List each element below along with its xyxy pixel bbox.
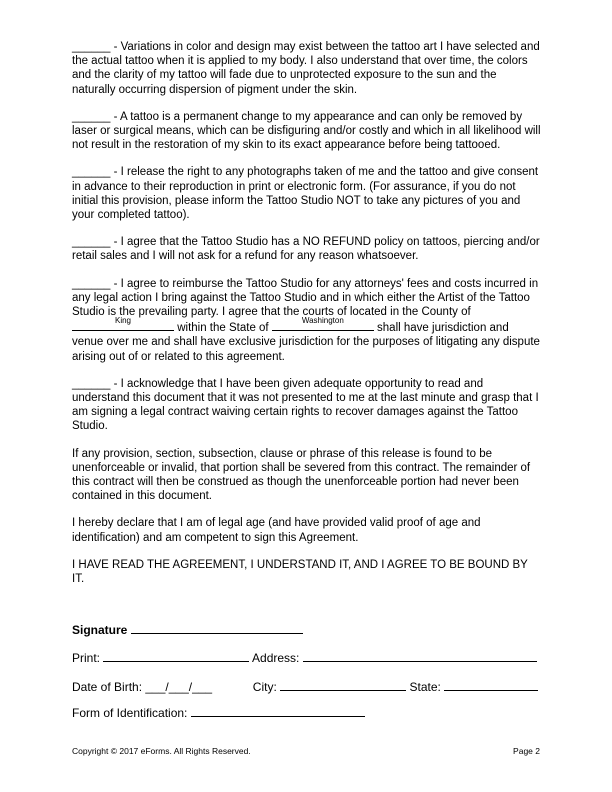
clause-color-variation: ______ - Variations in color and design may exist between the tattoo art I have selected and the actual tattoo when it is applied to my body. I also understand that over time, the colors and the clarity of my tattoo will fade due to unprotected exposure to the sun and the naturally occurring dispersion of pigment under the skin.	[72, 41, 540, 96]
clause-no-refund: ______ - I agree that the Tattoo Studio has a NO REFUND policy on tattoos, piercing and/or retail sales and I will not ask for a refund for any reason whatsoever.	[72, 236, 540, 263]
state-field[interactable]	[444, 678, 538, 691]
dob-city-state-row	[72, 678, 538, 694]
address-field[interactable]	[303, 649, 537, 662]
state-of-field[interactable]	[272, 316, 374, 331]
page-number: Page 2	[513, 746, 540, 756]
dob-label: Date of Birth:	[72, 680, 143, 694]
copyright-footer: Copyright © 2017 eForms. All Rights Reserved.	[72, 746, 251, 756]
print-field[interactable]	[103, 649, 249, 662]
dob-field[interactable]: ___/___/___	[145, 680, 213, 694]
print-label: Print:	[72, 651, 101, 665]
clause-acknowledgement: ______ - I acknowledge that I have been given adequate opportunity to read and understand this document that it was not presented to me at the last minute and grasp that I am signing a legal contract waiving certain rights to recover damages against the Tattoo Studio.	[72, 377, 539, 433]
state-label: State:	[409, 680, 441, 694]
clause-photograph-release: ______ - I release the right to any photographs taken of me and the tattoo and give consent in advance to their reproduction in print or electronic form. (For assurance, if you do not initial this provision, please inform the Tattoo Studio NOT to take any pictures of you and your completed tattoo).	[72, 166, 539, 222]
release-body	[72, 40, 542, 586]
county-field[interactable]	[72, 316, 174, 331]
clause-attorney-fees-text-b: within the State of	[177, 322, 269, 335]
state-of-value: Washington	[301, 316, 344, 326]
address-label: Address:	[252, 651, 300, 665]
print-address-row	[72, 649, 537, 665]
county-value: King	[114, 316, 131, 326]
identification-row	[72, 704, 365, 720]
signature-row	[72, 621, 303, 637]
clause-attorney-fees-text-c: shall have jurisdiction and venue over me and shall have exclusive jurisdiction for the purposes of litigating any dispute arising out of or related to this agreement.	[72, 322, 540, 363]
clause-legal-age: I hereby declare that I am of legal age (and have provided valid proof of age and identification) and am competent to sign this Agreement.	[72, 517, 481, 544]
clause-attorney-fees-text-a: ______ - I agree to reimburse the Tattoo Studio for any attorneys' fees and costs incurred in any legal action I bring against the Tattoo Studio and in which either the Artist of the Tattoo Studio is the prevailing party. I agree that the courts of located in the County of	[72, 277, 539, 319]
identification-field[interactable]	[191, 704, 365, 717]
clause-agreement-statement: I HAVE READ THE AGREEMENT, I UNDERSTAND IT, AND I AGREE TO BE BOUND BY IT.	[72, 558, 528, 586]
clause-permanent-change: ______ - A tattoo is a permanent change to my appearance and can only be removed by laser or surgical means, which can be disfiguring and/or costly and which in all likelihood will not result in the restoration of my skin to its exact appearance before being tattooed.	[72, 110, 541, 152]
city-field[interactable]	[280, 678, 406, 691]
signature-label: Signature	[72, 623, 128, 637]
clause-severability: If any provision, section, subsection, clause or phrase of this release is found to be unenforceable or invalid, that portion shall be severed from this contract. The remainder of this contract will then be construed as though the unenforceable portion had never been contained in this document.	[72, 447, 531, 503]
clause-attorney-fees	[72, 277, 542, 364]
identification-label: Form of Identification:	[72, 706, 188, 720]
signature-field[interactable]	[131, 621, 303, 634]
city-label: City:	[252, 680, 277, 694]
